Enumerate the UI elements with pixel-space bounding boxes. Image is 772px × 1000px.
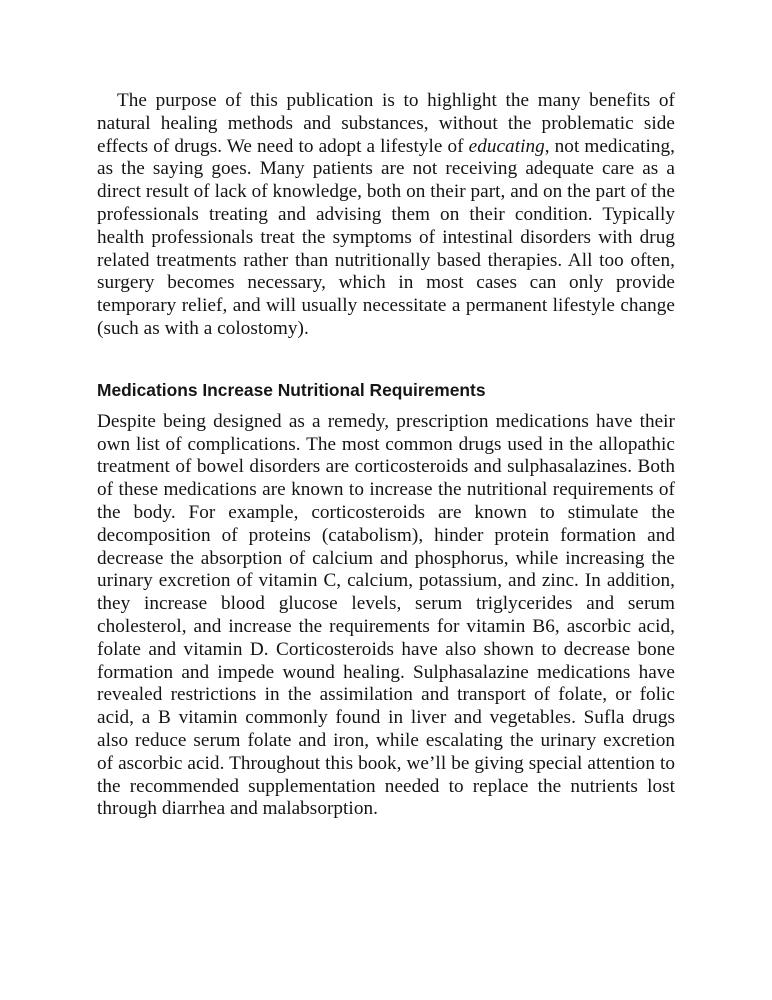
document-page bbox=[97, 90, 675, 821]
section-paragraph: Despite being designed as a remedy, prescription medications have their own list of complications. The most common drugs used in the allopathic treatment of bowel disorders are corticosteroids and sulphasalazines. Both of these medications are known to increase the nutritional requirements of the body. For example, corticosteroids are known to stimulate the decomposition of proteins (catabolism), hinder protein formation and decrease the absorption of calcium and phosphorus, while increasing the urinary excretion of vitamin C, calcium, potassium, and zinc. In addition, they increase blood glucose levels, serum triglycerides and serum cholesterol, and increase the requirements for vitamin B6, ascorbic acid, folate and vitamin D. Corticosteroids have also shown to decrease bone formation and impede wound healing. Sulphasalazine medications have revealed restrictions in the assimilation and transport of folate, or folic acid, a B vitamin commonly found in liver and vegetables. Sufla drugs also reduce serum folate and iron, while escalating the urinary excretion of ascorbic acid. Throughout this book, we’ll be giving special attention to the recommended supplementation needed to replace the nutrients lost through diarrhea and malabsorption. bbox=[97, 410, 675, 820]
intro-italic-word: educating bbox=[468, 135, 545, 157]
section-heading: Medications Increase Nutritional Requirements bbox=[97, 379, 486, 400]
intro-text-end: , not medicating, as the saying goes. Many patients are not receiving adequate care as a direct result of lack of knowledge, both on their part, and on the part of the professionals treating and advising them on their condition. Typically health professionals treat the symptoms of intestinal disorders with drug related treatments rather than nutritionally based therapies. All too often, surgery becomes necessary, which in most cases can only provide temporary relief, and will usually necessitate a permanent lifestyle change (such as with a colostomy). bbox=[97, 135, 675, 339]
intro-paragraph bbox=[97, 90, 675, 341]
intro-text-start: The purpose of this publication is to highlight the many benefits of natural healing methods and substances, without the problematic side effects of drugs. We need to adopt a lifestyle of bbox=[97, 90, 675, 157]
